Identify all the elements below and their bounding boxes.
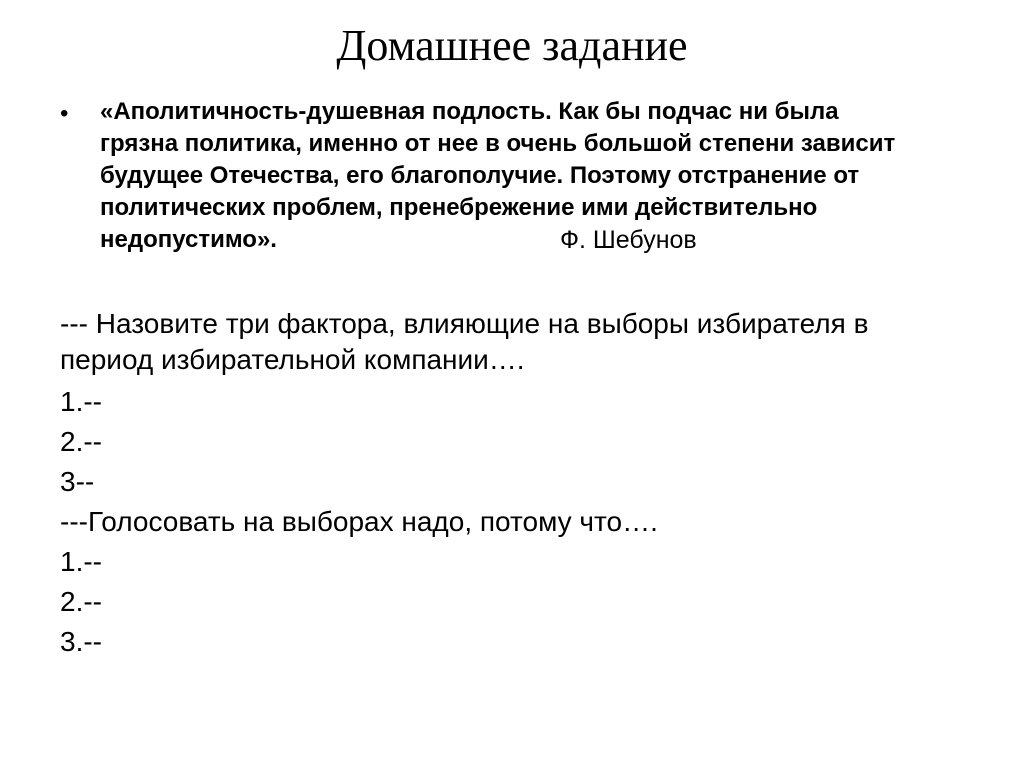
question-1: --- Назовите три фактора, влияющие на выборы избирателя в период избирательной компании…. <box>60 308 869 375</box>
quote-author: Ф. Шебунов <box>560 226 697 254</box>
task-list <box>60 306 980 662</box>
answer-1-2: 2.-- <box>60 426 102 457</box>
answer-2-2: 2.-- <box>60 586 102 617</box>
slide-title: Домашнее задание <box>336 21 688 70</box>
answer-1-1: 1.-- <box>60 386 102 417</box>
answer-2-1: 1.-- <box>60 546 102 577</box>
answer-1-3: 3-- <box>60 466 95 497</box>
question-2: ---Голосовать на выборах надо, потому что…. <box>60 506 658 537</box>
answer-2-3: 3.-- <box>60 626 102 657</box>
quote-ending: недопустимо». <box>100 226 277 253</box>
bullet-point: • <box>60 100 69 127</box>
quote-block <box>60 96 980 258</box>
quote-last-line <box>100 224 980 258</box>
quote-text: «Аполитичность-душевная подлость. Как бы подчас ни была грязна политика, именно от нее в очень большой степени зависит будущее Отечества, его благополучие. Поэтому отстранение от политических проблем, пренебрежение ими действительно <box>100 98 896 221</box>
